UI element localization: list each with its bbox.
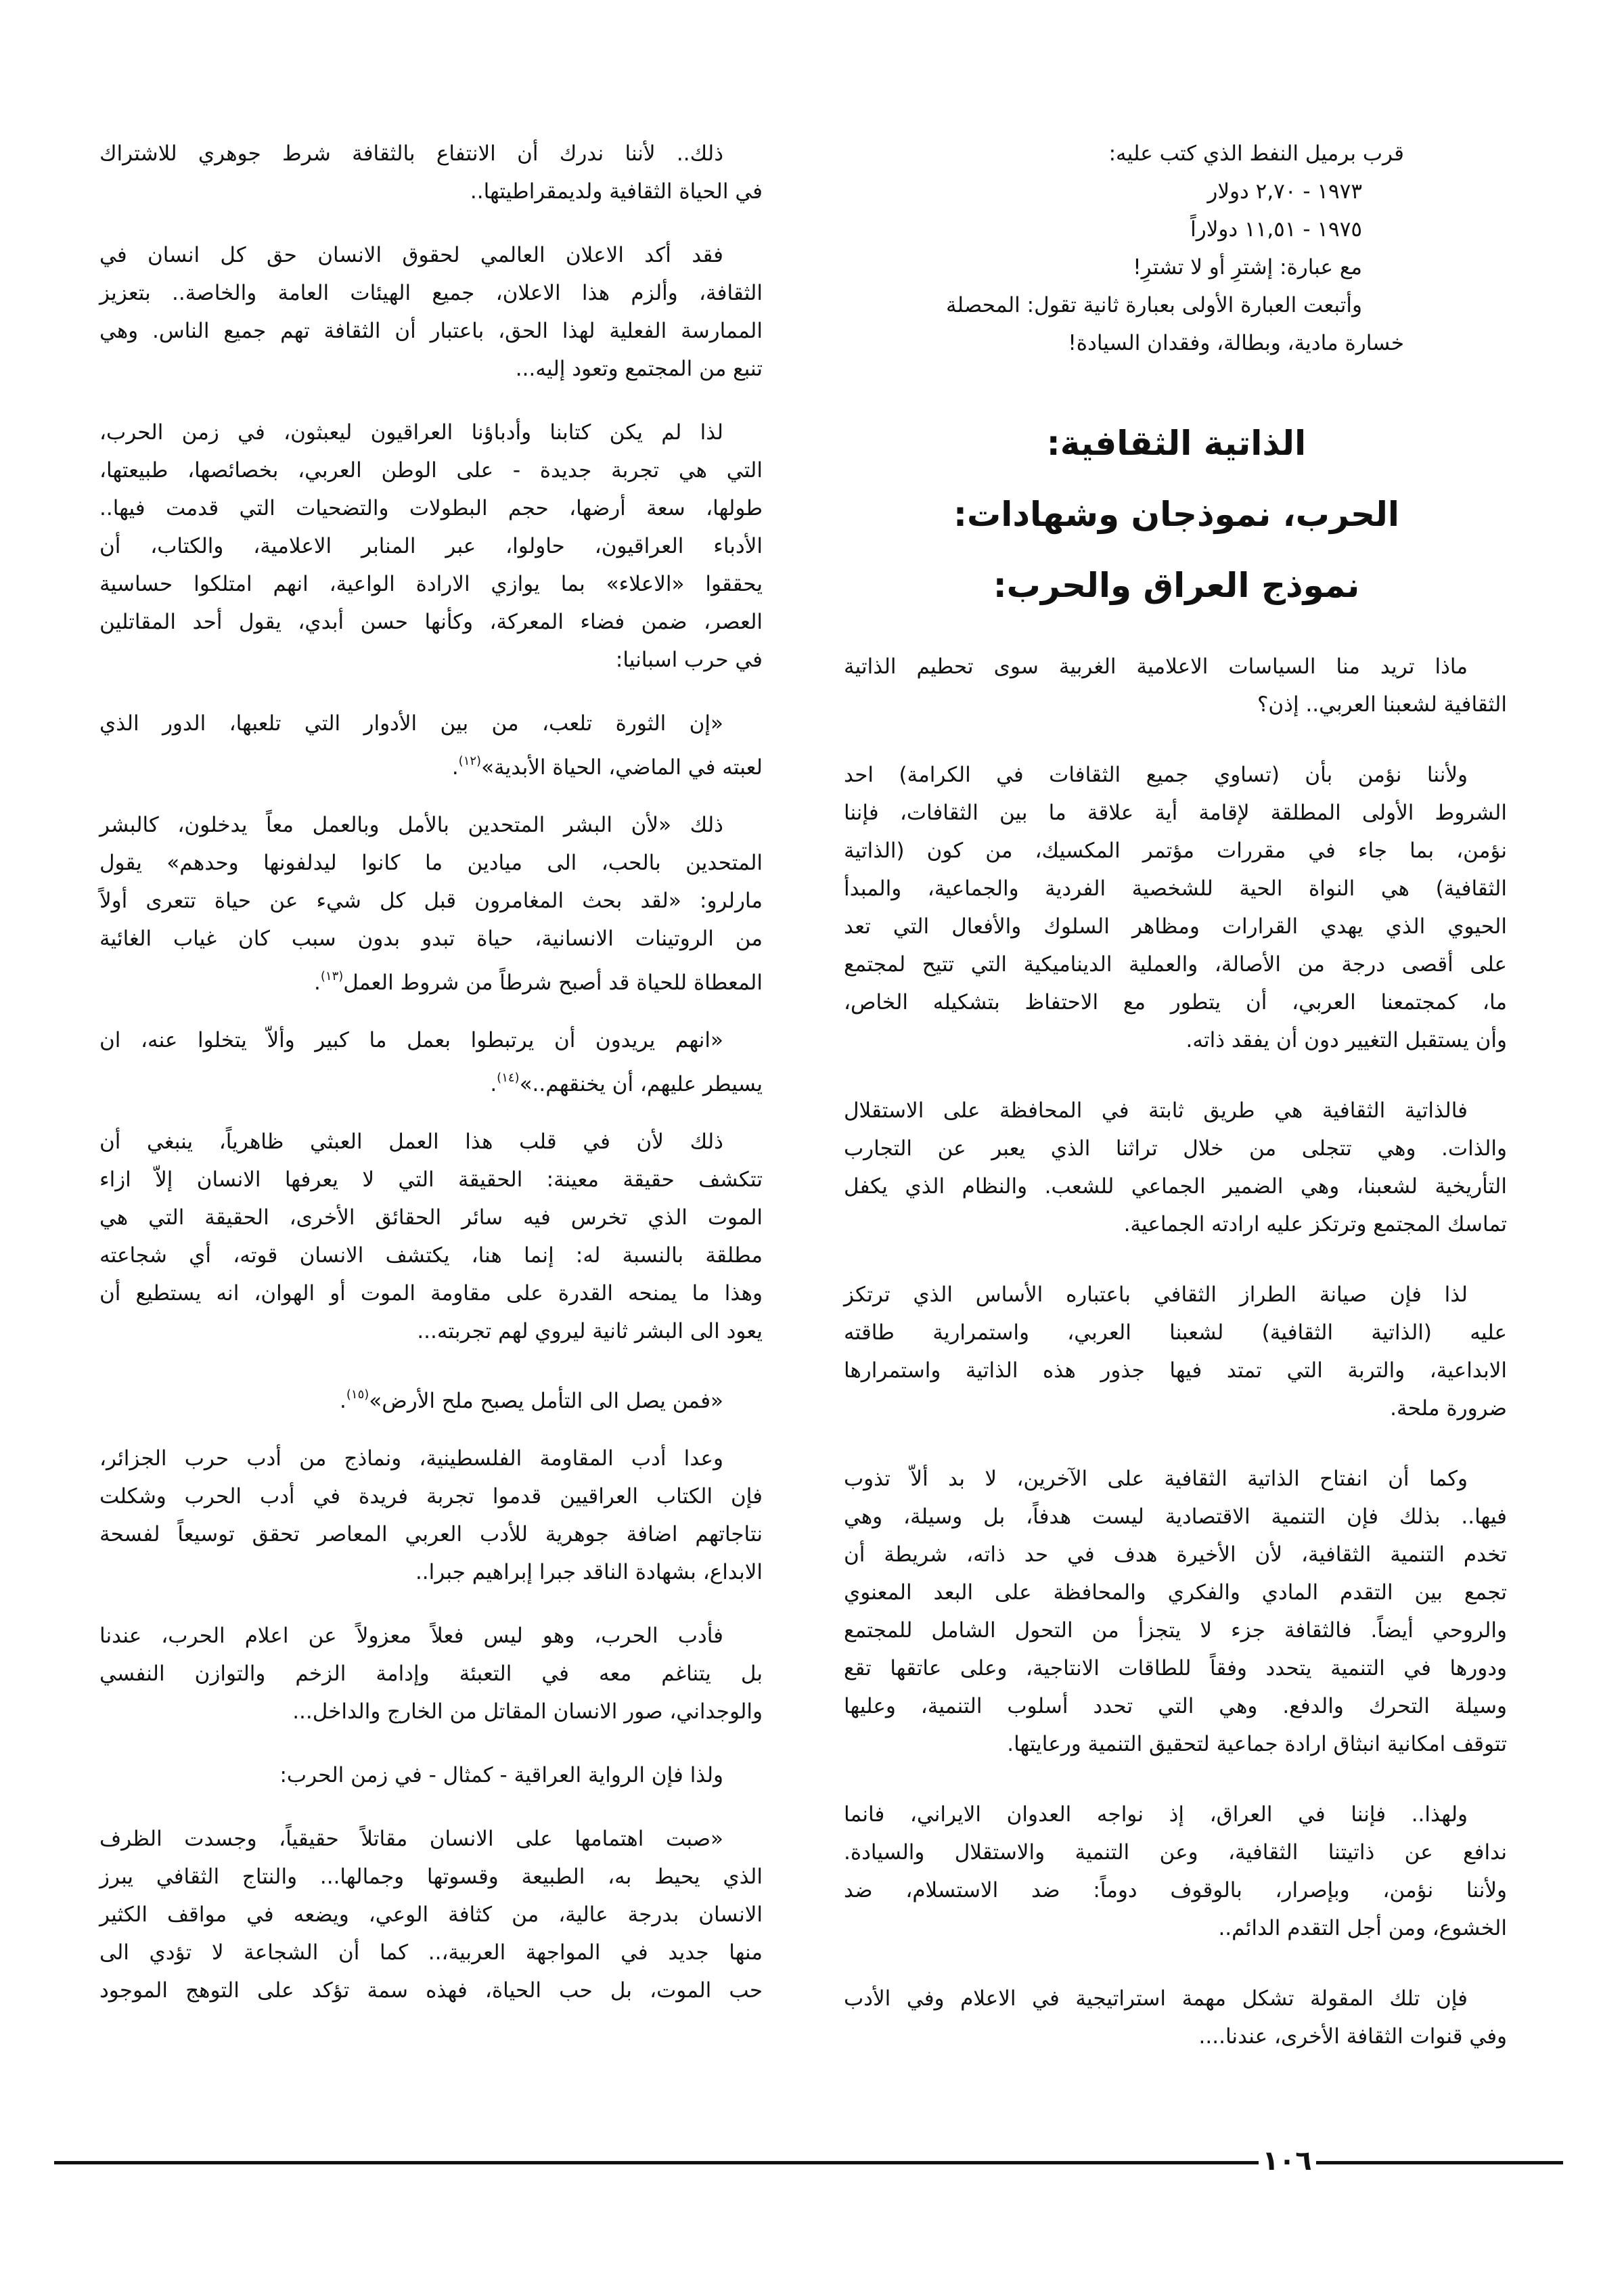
paragraph <box>99 705 763 780</box>
text-line <box>99 958 763 996</box>
text-line <box>844 1909 1507 1947</box>
line-text: الأدباء العراقيون، حاولوا، عبر المنابر الاعلامية، والكتاب، أن <box>99 534 763 558</box>
line-text: وكما أن انفتاح الذاتية الثقافية على الآخرين، لا بد ألاّ تذوب <box>844 1467 1468 1491</box>
text-line <box>844 870 1507 908</box>
text-line <box>99 1021 763 1059</box>
line-text: تتكشف حقيقة معينة: الحقيقة التي لا يعرفها الانسان إلاّ ازاء <box>99 1167 763 1192</box>
paragraph <box>99 1021 763 1097</box>
line-text: «فمن يصل الى التأمل يصبح ملح الأرض» <box>369 1389 723 1413</box>
right-column <box>844 648 1507 2088</box>
line-text: «إن الثورة تلعب، من بين الأدوار التي تلعبها، الدور الذي <box>99 711 723 736</box>
text-line <box>844 1314 1507 1352</box>
line-text: تتوقف امكانية انبثاق ارادة جماعية لتحقيق التنمية ورعايتها. <box>1007 1732 1507 1756</box>
line-text: الممارسة الفعلية لهذا الحق، باعتبار أن الثقافة تهم جميع الناس. وهي <box>99 319 763 343</box>
text-line <box>99 882 763 920</box>
text-line <box>99 1617 763 1655</box>
text-line <box>99 312 763 350</box>
text-line <box>844 1092 1507 1130</box>
paragraph <box>99 1617 763 1731</box>
text-line <box>99 1199 763 1237</box>
paragraph <box>99 414 763 679</box>
text-line <box>99 565 763 603</box>
paragraph <box>99 806 763 996</box>
line-text: مطلقة بالنسبة له: إنما هنا، يكتشف الانسان قوته، أي شجاعته <box>99 1243 763 1268</box>
intro-line: ١٩٧٣ - ٢,٧٠ دولار <box>1207 179 1362 204</box>
line-text: تنبع من المجتمع وتعود إليه... <box>515 357 763 381</box>
paragraph <box>844 1980 1507 2055</box>
paragraph <box>99 1820 763 2009</box>
line-text: ولهذا.. فإننا في العراق، إذ نواجه العدوان الايراني، فانما <box>844 1802 1468 1827</box>
line-text: والوجداني، صور الانسان المقاتل من الخارج والداخل... <box>292 1699 763 1724</box>
line-text: وفي قنوات الثقافة الأخرى، عندنا.... <box>1198 2024 1507 2049</box>
footer-rule <box>54 2161 1259 2164</box>
text-line <box>844 1611 1507 1649</box>
text-line <box>99 1756 763 1794</box>
line-text: ولذا فإن الرواية العراقية - كمثال - في زمن الحرب: <box>279 1763 723 1787</box>
line-text: ضرورة ملحة. <box>1390 1396 1507 1421</box>
line-text: التأريخية لشعبنا، وهي الضمير الجماعي للشعب. والنظام الذي يكفل <box>844 1174 1507 1199</box>
line-text: يسيطر عليهم، أن يخنقهم..» <box>519 1072 763 1096</box>
text-line <box>844 1536 1507 1574</box>
text-line <box>844 1276 1507 1314</box>
line-text: فإن الكتاب العراقيين قدموا تجربة فريدة في أدب الحرب وشكلت <box>99 1484 763 1509</box>
text-line <box>844 1167 1507 1205</box>
text-line <box>844 756 1507 794</box>
line-text: من الروتينات الانسانية، حياة تبدو بدون سبب كان غياب الغائية <box>99 927 763 951</box>
line-punctuation: . <box>314 971 321 995</box>
line-punctuation: . <box>340 1389 346 1413</box>
line-text: وعدا أدب المقاومة الفلسطينية، ونماذج من أدب حرب الجزائر، <box>99 1446 723 1471</box>
line-text: يعود الى البشر ثانية ليروي لهم تجربته... <box>417 1319 763 1343</box>
text-line <box>99 1896 763 1934</box>
text-line <box>99 1123 763 1161</box>
text-line <box>844 648 1507 686</box>
text-line <box>844 1574 1507 1611</box>
text-line <box>99 1934 763 1972</box>
line-text: وهذا ما يمنحه القدرة على مقاومة الموت أو الهوان، انه يستطيع أن <box>99 1281 763 1306</box>
text-line <box>99 844 763 882</box>
line-text: ذلك «لأن البشر المتحدين بالأمل وبالعمل معاً يدخلون، كالبشر <box>99 813 723 837</box>
paragraph <box>844 648 1507 723</box>
line-text: في حرب اسبانيا: <box>615 648 763 672</box>
text-line <box>99 1553 763 1591</box>
text-line <box>99 1820 763 1858</box>
line-text: العصر، ضمن فضاء المعركة، وكأنها حسن أبدي، يقول أحد المقاتلين <box>99 610 763 634</box>
line-text: فأدب الحرب، وهو ليس فعلاً معزولاً عن اعلام الحرب، عندنا <box>99 1624 723 1648</box>
text-line <box>99 236 763 274</box>
text-line <box>99 489 763 527</box>
line-text: تخدم التنمية الثقافية، لأن الأخيرة هدف في حد ذاته، شريطة أن <box>844 1542 1507 1567</box>
footnote-marker: (١٢) <box>458 754 482 768</box>
intro-line: مع عبارة: إشترِ أو لا تشترِ! <box>1133 255 1362 280</box>
paragraph <box>99 1376 763 1414</box>
line-text: «صبت اهتمامها على الانسان مقاتلاً حقيقياً، وجسدت الظرف <box>99 1827 723 1851</box>
text-line <box>99 414 763 451</box>
text-line <box>99 1858 763 1896</box>
line-text: ذلك لأن في قلب هذا العمل العبثي ظاهرياً، ينبغي أن <box>99 1130 723 1154</box>
text-line <box>99 451 763 489</box>
line-punctuation: . <box>451 755 459 780</box>
paragraph <box>844 1796 1507 1947</box>
text-line <box>844 1021 1507 1059</box>
line-text: يحققوا «الاعلاء» بما يوازي الارادة الواعية، انهم امتلكوا حساسية <box>99 572 763 596</box>
footnote-marker: (١٣) <box>320 969 344 983</box>
line-text: منها جديد في المواجهة العربية،.. كما أن الشجاعة لا تؤدي الى <box>99 1940 763 1965</box>
text-line <box>99 135 763 173</box>
text-line <box>99 1059 763 1097</box>
line-text: الثقافية) هي النواة الحية للشخصية الفردية والجماعية، والمبدأ <box>844 876 1507 901</box>
line-text: لذا فإن صيانة الطراز الثقافي باعتباره الأساس الذي ترتكز <box>844 1283 1468 1307</box>
line-text: طولها، سعة أرضها، حجم البطولات والتضحيات التي قدمت فيها.. <box>99 496 763 520</box>
footer-rule <box>1316 2161 1563 2164</box>
line-text: «انهم يريدون أن يرتبطوا بعمل ما كبير وألاّ يتخلوا عنه، ان <box>99 1028 723 1052</box>
line-text: بل يتناغم معه في التعبئة وإدامة الزخم والتوازن النفسي <box>99 1662 763 1686</box>
line-text: الذي يحيط به، الطبيعة وقسوتها وجمالها... والنتاج الثقافي يبرز <box>99 1865 763 1889</box>
text-line <box>844 1352 1507 1389</box>
paragraph <box>99 1440 763 1591</box>
paragraph <box>99 1123 763 1350</box>
text-line <box>99 641 763 679</box>
text-line <box>99 350 763 388</box>
line-text: الشروط الأولى المطلقة لإقامة أية علاقة ما بين الثقافات، فإننا <box>844 801 1507 825</box>
line-text: مارلرو: «لقد بحث المغامرون قبل كل شيء عن حياة تتعرى أولاً <box>99 889 763 913</box>
line-text: الخشوع، ومن أجل التقدم الدائم.. <box>1218 1916 1507 1940</box>
line-text: الابداعية، والتربة التي تمتد فيها جذور هذه الذاتية واستمرارها <box>844 1358 1507 1383</box>
line-text: ما، كمجتمعنا العربي، أن يتطور مع الاحتفاظ بتشكيله الخاص، <box>844 990 1507 1015</box>
text-line <box>844 1725 1507 1763</box>
page-number: ١٠٦ <box>1262 2145 1312 2177</box>
paragraph <box>844 1092 1507 1243</box>
line-text: فيها.. بذلك فإن التنمية الاقتصادية ليست هدفاً، بل وسيلة، وهي <box>844 1505 1507 1529</box>
text-line <box>844 1871 1507 1909</box>
line-text: والروحي أيضاً. فالثقافة جزء لا يتجزأ من التحول الشامل للمجتمع <box>844 1618 1507 1643</box>
text-line <box>844 1460 1507 1498</box>
line-text: ذلك.. لأننا ندرك أن الانتفاع بالثقافة شرط جوهري للاشتراك <box>99 141 723 166</box>
paragraph <box>844 1276 1507 1427</box>
text-line <box>844 908 1507 945</box>
text-line <box>99 1237 763 1274</box>
intro-price-block <box>812 135 1404 362</box>
text-line <box>844 1498 1507 1536</box>
section-subheading: الحرب، نموذجان وشهادات: <box>953 495 1399 534</box>
line-text: تجمع بين التقدم المادي والفكري والمحافظة على البعد المعنوي <box>844 1580 1507 1605</box>
line-text: المتحدين بالحب، الى ميادين ما كانوا ليدلفونها وحدهم» يقول <box>99 851 763 875</box>
line-text: الموت الذي تخرس فيه سائر الحقائق الأخرى، الحقيقة التي هي <box>99 1205 763 1230</box>
paragraph <box>844 756 1507 1059</box>
text-line <box>99 742 763 780</box>
line-text: لذا لم يكن كتابنا وأدباؤنا العراقيون ليعبثون، في زمن الحرب، <box>99 420 723 445</box>
line-text: ندافع عن ذاتيتنا الثقافية، وعن التنمية والاستقلال والسيادة. <box>844 1840 1507 1865</box>
line-text: الانسان بدرجة عالية، من كثافة الوعي، ويضعه في مواقف الكثير <box>99 1902 763 1927</box>
text-line <box>844 2018 1507 2055</box>
intro-line: خسارة مادية، وبطالة، وفقدان السيادة! <box>1068 331 1404 355</box>
intro-line: قرب برميل النفط الذي كتب عليه: <box>1108 141 1404 166</box>
line-text: فالذاتية الثقافية هي طريق ثابتة في المحافظة على الاستقلال <box>844 1098 1468 1123</box>
text-line <box>844 1833 1507 1871</box>
text-line <box>844 686 1507 723</box>
line-text: نؤمن، بما جاء في مقررات مؤتمر المكسيك، من كون (الذاتية <box>844 839 1507 863</box>
line-text: الابداع، بشهادة الناقد جبرا إبراهيم جبرا.. <box>415 1560 763 1584</box>
intro-line: ١٩٧٥ - ١١,٥١ دولاراً <box>1190 217 1362 242</box>
line-text: على أقصى درجة من الأصالة، والعملية الديناميكية التي تتيح لمجتمع <box>844 952 1507 977</box>
line-text: الثقافية لشعبنا العربي.. إذن؟ <box>1257 692 1507 717</box>
line-text: ولأننا نؤمن، وبإصرار، بالوقوف دوماً: ضد الاستسلام، ضد <box>844 1878 1507 1902</box>
line-text: فقد أكد الاعلان العالمي لحقوق الانسان حق كل انسان في <box>99 243 723 267</box>
section-subheading: نموذج العراق والحرب: <box>993 566 1360 605</box>
text-line <box>99 806 763 844</box>
text-line <box>99 1515 763 1553</box>
text-line <box>99 173 763 210</box>
paragraph <box>99 135 763 210</box>
text-line <box>99 1274 763 1312</box>
line-text: ولأننا نؤمن بأن (تساوي جميع الثقافات في الكرامة) احد <box>844 763 1468 787</box>
text-line <box>99 1477 763 1515</box>
line-text: المعطاة للحياة قد أصبح شرطاً من شروط العمل <box>343 971 763 995</box>
line-text: ماذا تريد منا السياسات الاعلامية الغربية سوى تحطيم الذاتية <box>844 654 1468 679</box>
footnote-marker: (١٥) <box>346 1387 369 1402</box>
text-line <box>99 1655 763 1693</box>
text-line <box>844 983 1507 1021</box>
intro-line: وأتبعت العبارة الأولى بعبارة ثانية تقول: المحصلة <box>946 293 1362 317</box>
text-line <box>99 1972 763 2009</box>
text-line <box>99 705 763 742</box>
text-line <box>844 832 1507 870</box>
line-text: وأن يستقبل التغيير دون أن يفقد ذاته. <box>1186 1028 1507 1052</box>
line-text: عليه (الذاتية الثقافية) لشعبنا العربي، واستمرارية طاقته <box>844 1320 1507 1345</box>
text-line <box>844 1980 1507 2018</box>
text-line <box>99 1693 763 1731</box>
text-line <box>99 1440 763 1477</box>
section-heading: الذاتية الثقافية: <box>1046 424 1307 463</box>
paragraph <box>99 1756 763 1794</box>
text-line <box>844 1389 1507 1427</box>
text-line <box>844 794 1507 832</box>
line-text: الثقافة، وألزم هذا الاعلان، جميع الهيئات العامة والخاصة.. بتعزيز <box>99 281 763 305</box>
line-text: الحيوي الذي يهدي القرارات ومظاهر السلوك والأفعال التي تعد <box>844 914 1507 939</box>
paragraph <box>844 1460 1507 1763</box>
line-text: وسيلة التحرك والدفع. وهي التي تحدد أسلوب التنمية، وعليها <box>844 1694 1507 1718</box>
line-text: والذات. وهي تتجلى من خلال تراثنا الذي يعبر عن التجارب <box>844 1136 1507 1161</box>
text-line <box>99 527 763 565</box>
text-line <box>844 1205 1507 1243</box>
text-line <box>99 603 763 641</box>
line-text: حب الموت، بل حب الحياة، فهذه سمة تؤكد على التوهج الموجود <box>99 1978 763 2003</box>
text-line <box>844 1649 1507 1687</box>
text-line <box>99 920 763 958</box>
line-text: التي هي تجربة جديدة - على الوطن العربي، بخصائصها، طبيعتها، <box>99 458 763 483</box>
text-line <box>844 945 1507 983</box>
line-text: ودورها في التنمية يتحدد وفقاً للطاقات الانتاجية، وعلى عاتقها تقع <box>844 1656 1507 1680</box>
text-line <box>844 1687 1507 1725</box>
line-text: في الحياة الثقافية ولديمقراطيتها.. <box>470 179 763 204</box>
line-punctuation: . <box>490 1072 497 1096</box>
text-line <box>99 274 763 312</box>
text-line <box>844 1796 1507 1833</box>
text-line <box>99 1161 763 1199</box>
line-text: نتاجاتهم اضافة جوهرية للأدب العربي المعاصر تحقق توسيعاً لفسحة <box>99 1522 763 1546</box>
text-line <box>99 1376 763 1414</box>
line-text: لعبته في الماضي، الحياة الأبدية» <box>481 755 763 780</box>
line-text: فإن تلك المقولة تشكل مهمة استراتيجية في الاعلام وفي الأدب <box>844 1986 1468 2011</box>
footnote-marker: (١٤) <box>497 1071 520 1085</box>
text-line <box>844 1130 1507 1167</box>
left-column <box>99 135 763 2035</box>
line-text: تماسك المجتمع وترتكز عليه ارادته الجماعية. <box>1123 1212 1507 1237</box>
paragraph <box>99 236 763 388</box>
text-line <box>99 1312 763 1350</box>
